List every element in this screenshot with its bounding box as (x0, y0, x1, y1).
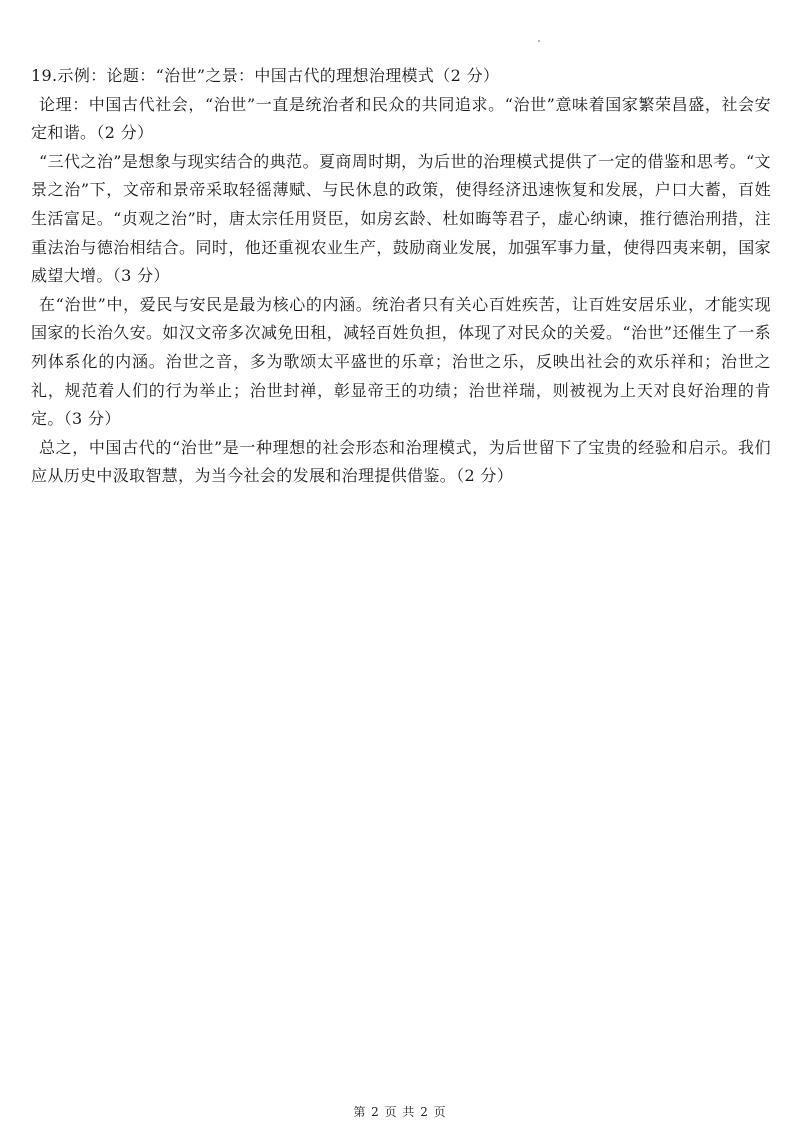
scan-speck (538, 40, 540, 42)
paragraph-connotation: 在“治世”中，爱民与安民是最为核心的内涵。统治者只有关心百姓疾苦，让百姓安居乐业，才能实现国家的长治久安。如汉文帝多次减免田租，减轻百姓负担，体现了对民众的关爱。“治世”还催生了一系列体系化的内涵。治世之音，多为歌颂太平盛世的乐章；治世之乐，反映出社会的欢乐祥和；治世之礼，规范着人们的行为举止；治世封禅，彰显帝王的功绩；治世祥瑞，则被视为上天对良好治理的肯定。（3 分） (31, 294, 771, 429)
paragraph-examples: “三代之治”是想象与现实结合的典范。夏商周时期，为后世的治理模式提供了一定的借鉴和思考。“文景之治”下，文帝和景帝采取轻徭薄赋、与民休息的政策，使得经济迅速恢复和发展，户口大蓄，百姓生活富足。“贞观之治”时，唐太宗任用贤臣，如房玄龄、杜如晦等君子，虚心纳谏，推行德治刑措，注重法治与德治相结合。同时，他还重视农业生产，鼓励商业发展，加强军事力量，使得四夷来朝，国家威望大增。（3 分） (31, 151, 771, 286)
paragraph-conclusion: 总之，中国古代的“治世”是一种理想的社会形态和治理模式，为后世留下了宝贵的经验和启示。我们应从历史中汲取智慧，为当今社会的发展和治理提供借鉴。（2 分） (31, 437, 771, 486)
paragraph-argument: 论理：中国古代社会，“治世”一直是统治者和民众的共同追求。“治世”意味着国家繁荣昌盛，社会安定和谐。（2 分） (31, 94, 771, 143)
page-number-footer: 第 2 页 共 2 页 (353, 1105, 447, 1119)
answer-text-block (31, 62, 771, 491)
question-heading-line: 19.示例：论题：“治世”之景：中国古代的理想治理模式（2 分） (31, 66, 500, 85)
